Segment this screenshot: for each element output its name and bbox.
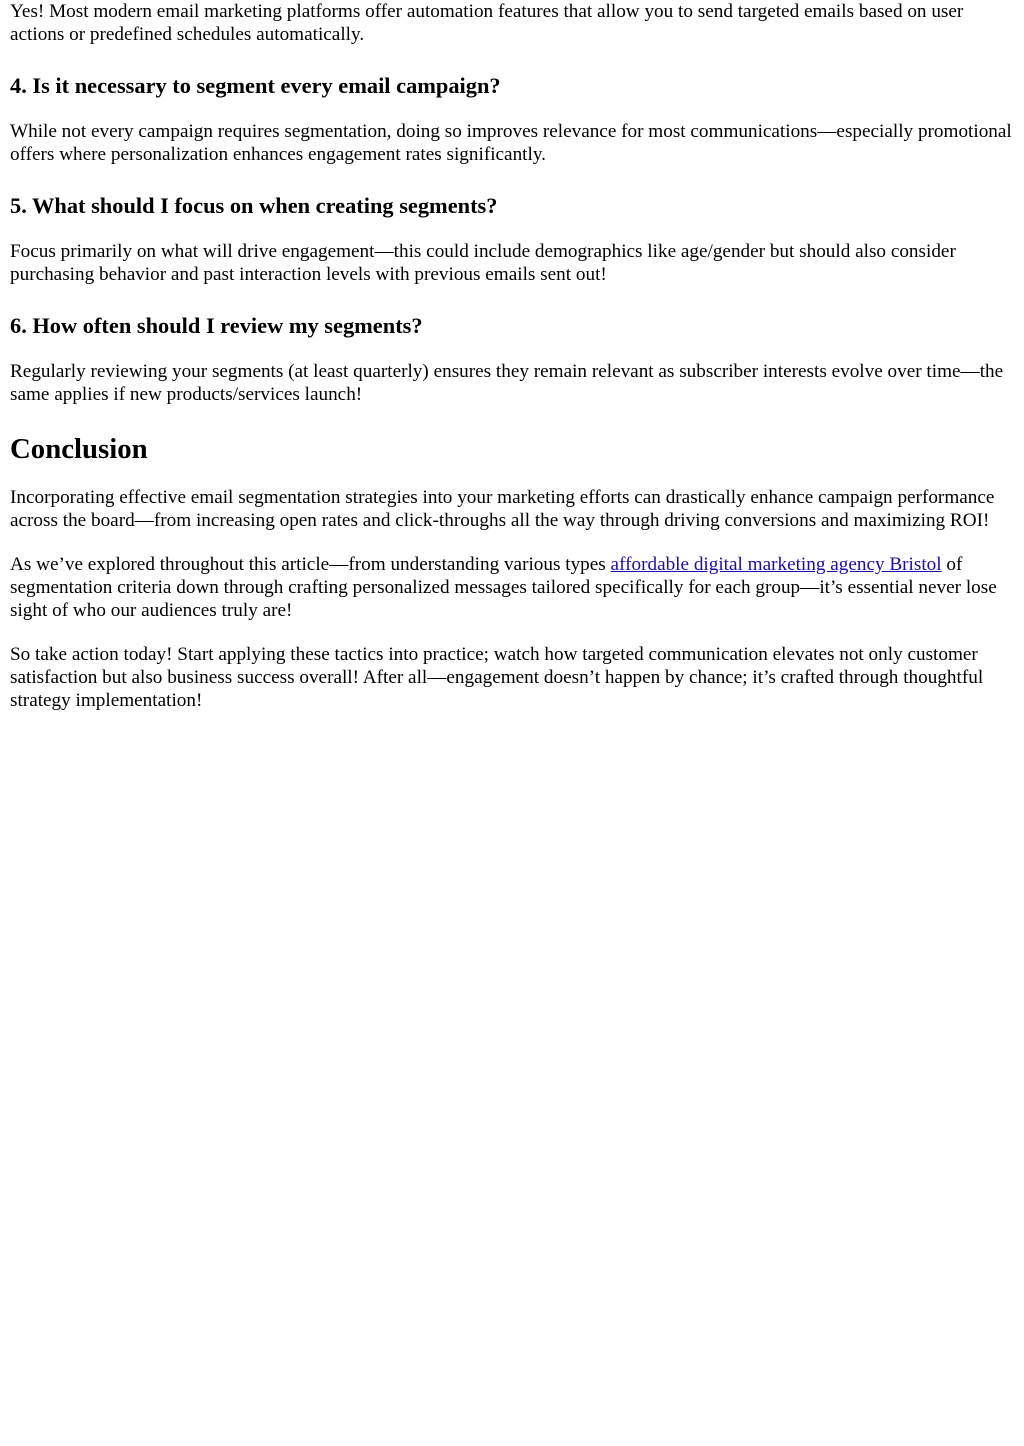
article-body [0, 0, 1024, 712]
conclusion-heading: Conclusion [10, 433, 148, 465]
conclusion-paragraph-2 [10, 553, 1014, 622]
conclusion-paragraph-1: Incorporating effective email segmentation strategies into your marketing efforts can drastically enhance campaign performance across the board—from increasing open rates and click-throughs all the way through driving conversions and maximizing ROI! [10, 487, 995, 531]
faq-question-6: 6. How often should I review my segments? [10, 313, 423, 338]
faq-question-5: 5. What should I focus on when creating segments? [10, 193, 498, 218]
agency-link[interactable]: affordable digital marketing agency Bristol [610, 554, 942, 575]
faq-answer-4: While not every campaign requires segmentation, doing so improves relevance for most communications—especially promotional offers where personalization enhances engagement rates significantly. [10, 121, 1012, 165]
conclusion-paragraph-2-tail: of segmentation criteria down through crafting personalized messages tailored specifically for each group—it’s essential never lose sight of who our audiences truly are! [10, 554, 997, 621]
faq-question-4: 4. Is it necessary to segment every email campaign? [10, 73, 501, 98]
conclusion-paragraph-3: So take action today! Start applying these tactics into practice; watch how targeted communication elevates not only customer satisfaction but also business success overall! After all—engagement doesn’t happen by chance; it’s crafted through thoughtful strategy implementation! [10, 644, 984, 711]
faq-answer-5: Focus primarily on what will drive engagement—this could include demographics like age/gender but should also consider purchasing behavior and past interaction levels with previous emails sent out! [10, 241, 956, 285]
faq-answer-3: Yes! Most modern email marketing platforms offer automation features that allow you to send targeted emails based on user actions or predefined schedules automatically. [10, 1, 964, 45]
faq-answer-6: Regularly reviewing your segments (at least quarterly) ensures they remain relevant as subscriber interests evolve over time—the same applies if new products/services launch! [10, 361, 1004, 405]
conclusion-paragraph-2-lead: As we’ve explored throughout this article—from understanding various types [10, 554, 611, 575]
